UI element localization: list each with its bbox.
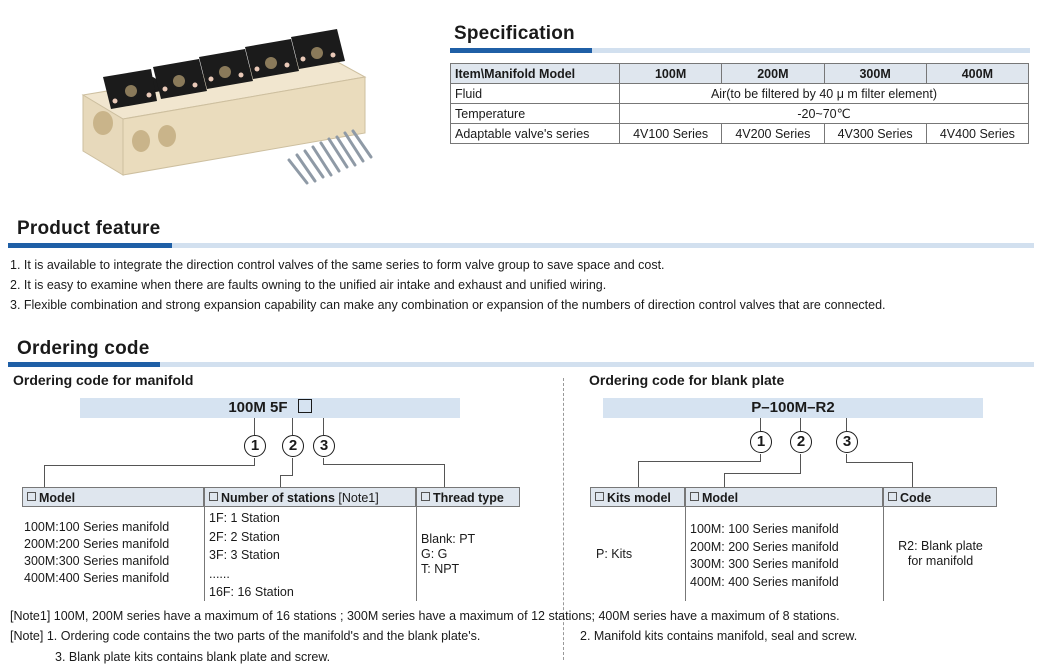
connector-line	[846, 454, 847, 462]
feature-item: 2. It is easy to examine when there are faults owning to the unified air intake and exhaust and unified wiring.	[10, 278, 607, 292]
spec-row-fluid	[451, 84, 1029, 104]
note-manifold-kits: 2. Manifold kits contains manifold, seal and screw.	[580, 629, 858, 643]
marker-1: 1	[750, 431, 772, 453]
product-feature-title-bar	[8, 243, 1034, 248]
manifold-col-stations-body: 1F: 1 Station 2F: 2 Station 3F: 3 Station ...... 16F: 16 Station	[204, 507, 416, 601]
spec-row-temperature	[451, 104, 1029, 124]
manifold-col-thread-header: Thread type	[416, 487, 520, 507]
spec-label: Temperature	[451, 104, 620, 124]
manifold-col-thread-body: Blank: PT G: G T: NPT	[416, 507, 520, 601]
manifold-code-box	[80, 398, 460, 418]
spec-value: 4V200 Series	[722, 124, 824, 144]
manifold-col-model-body: 100M:100 Series manifold 200M:200 Series manifold 300M:300 Series manifold 400M:400 Series manifold	[24, 520, 170, 585]
spec-label: Fluid	[451, 84, 620, 104]
connector-line	[44, 465, 45, 487]
note-ordering-code: [Note] 1. Ordering code contains the two parts of the manifold's and the blank plate's.	[10, 629, 481, 643]
connector-line	[254, 458, 255, 465]
connector-line	[254, 418, 255, 435]
blank-col-code-header: Code	[883, 487, 997, 507]
marker-2: 2	[790, 431, 812, 453]
spec-value: 4V400 Series	[926, 124, 1028, 144]
connector-line	[280, 475, 293, 476]
connector-line	[800, 418, 801, 431]
manifold-code: 100M 5F	[228, 399, 288, 416]
blank-col-model-body: 100M: 100 Series manifold 200M: 200 Series manifold 300M: 300 Series manifold 400M: 400 Series manifold	[685, 507, 883, 601]
connector-line	[638, 461, 761, 462]
manifold-ordering-subtitle: Ordering code for manifold	[13, 372, 194, 388]
connector-line	[846, 462, 913, 463]
connector-line	[760, 454, 761, 461]
connector-line	[760, 418, 761, 431]
ordering-code-title-bar	[8, 362, 1034, 367]
feature-item: 1. It is available to integrate the direction control valves of the same series to form valve group to save space and cost.	[10, 258, 665, 272]
blank-plate-code-box	[603, 398, 983, 418]
note-blank-plate-kits: 3. Blank plate kits contains blank plate and screw.	[55, 650, 331, 664]
product-feature-list	[10, 255, 1040, 315]
specification-title: Specification	[454, 23, 575, 44]
marker-2: 2	[282, 435, 304, 457]
blank-plate-ordering-subtitle: Ordering code for blank plate	[589, 372, 785, 388]
blank-square-icon	[298, 399, 312, 413]
manifold-product-image	[75, 15, 385, 195]
connector-line	[724, 473, 801, 474]
blank-col-kits-header: Kits model	[590, 487, 685, 507]
spec-header-200m: 200M	[722, 64, 824, 84]
marker-3: 3	[836, 431, 858, 453]
spec-value: -20~70℃	[620, 104, 1029, 124]
blank-col-kits-body: P: Kits	[596, 547, 633, 561]
specification-table	[450, 63, 1029, 144]
spec-value: 4V300 Series	[824, 124, 926, 144]
spec-label: Adaptable valve's series	[451, 124, 620, 144]
connector-line	[638, 461, 639, 487]
connector-line	[846, 418, 847, 431]
ordering-code-title: Ordering code	[17, 338, 150, 359]
connector-line	[44, 465, 255, 466]
connector-line	[323, 464, 445, 465]
connector-line	[292, 458, 293, 475]
blank-plate-code: P–100M–R2	[751, 399, 835, 416]
feature-item: 3. Flexible combination and strong expansion capability can make any combination or expansion of the numbers of direction control valves that are connected.	[10, 298, 886, 312]
connector-line	[323, 418, 324, 435]
spec-row-series	[451, 124, 1029, 144]
spec-header-300m: 300M	[824, 64, 926, 84]
manifold-col-model-header: Model	[22, 487, 204, 507]
specification-title-bar	[450, 48, 1030, 53]
spec-header-item: Item\Manifold Model	[451, 64, 620, 84]
connector-line	[724, 473, 725, 487]
product-feature-title: Product feature	[17, 218, 161, 239]
manifold-col-stations-header: Number of stations [Note1]	[204, 487, 416, 507]
spec-value: 4V100 Series	[620, 124, 722, 144]
spec-header-row	[451, 64, 1029, 84]
connector-line	[292, 418, 293, 435]
connector-line	[444, 464, 445, 487]
spec-header-400m: 400M	[926, 64, 1028, 84]
note-1: [Note1] 100M, 200M series have a maximum of 16 stations ; 300M series have a maximum of 12 stations; 400M series have a maximum of 8 stations.	[10, 609, 840, 623]
blank-col-model-header: Model	[685, 487, 883, 507]
spec-value: Air(to be filtered by 40 μ m filter element)	[620, 84, 1029, 104]
connector-line	[800, 454, 801, 473]
marker-3: 3	[313, 435, 335, 457]
spec-header-100m: 100M	[620, 64, 722, 84]
connector-line	[912, 462, 913, 487]
blank-col-code-body: R2: Blank plate for manifold	[883, 507, 997, 601]
marker-1: 1	[244, 435, 266, 457]
connector-line	[280, 475, 281, 487]
